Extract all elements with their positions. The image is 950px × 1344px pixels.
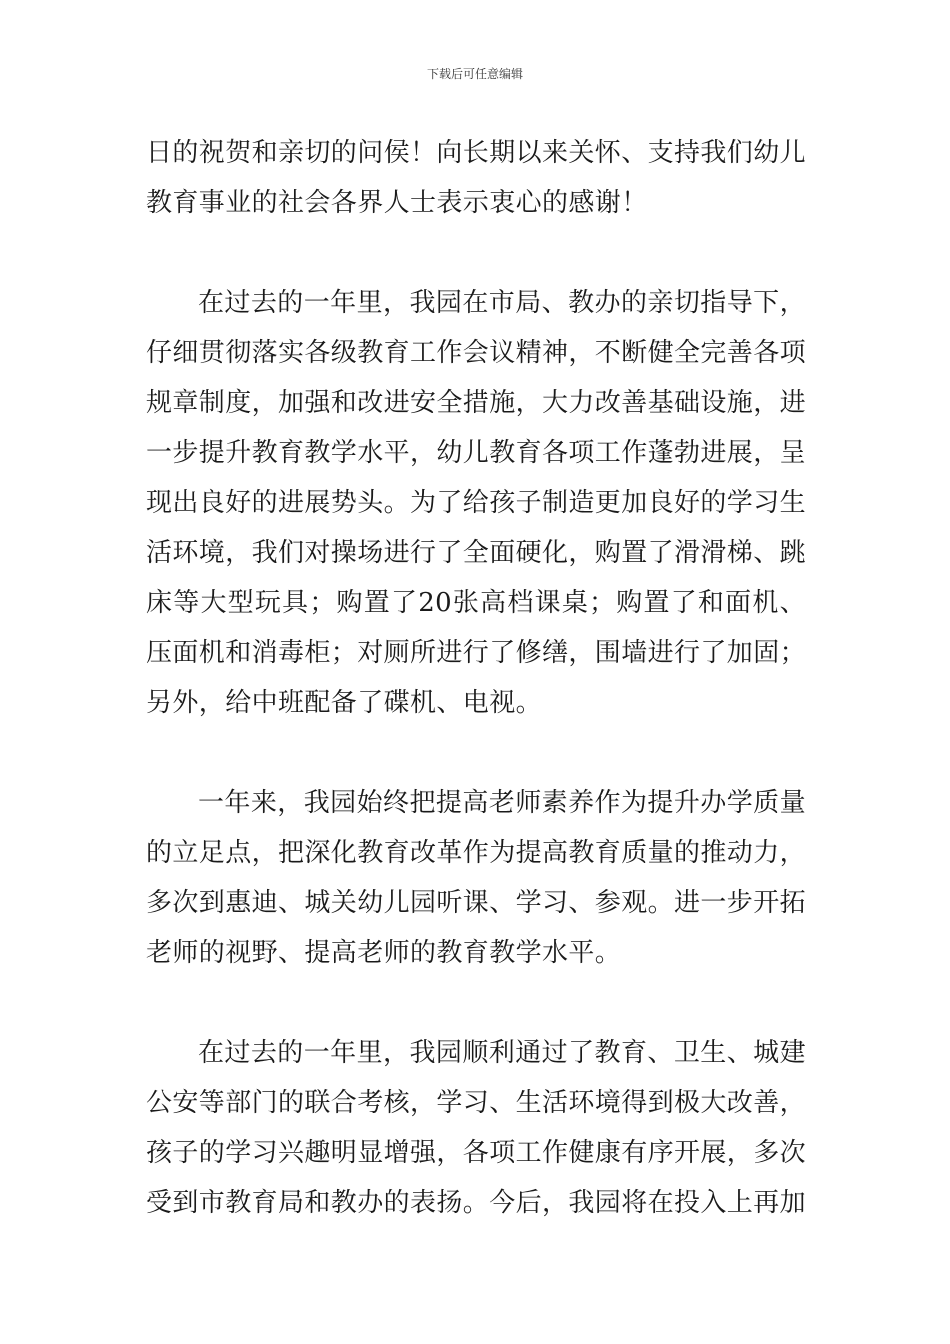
document-body [146, 128, 806, 1228]
paragraph-4: 在过去的一年里，我园顺利通过了教育、卫生、城建公安等部门的联合考核，学习、生活环境得到极大改善，孩子的学习兴趣明显增强，各项工作健康有序开展，多次受到市教育局和教办的表扬。今后，我园将在投入上再加 [146, 1038, 807, 1218]
paragraph-1: 日的祝贺和亲切的问侯！向长期以来关怀、支持我们幼儿教育事业的社会各界人士表示衷心的感谢！ [146, 138, 807, 218]
paragraph-2: 在过去的一年里，我园在市局、教办的亲切指导下，仔细贯彻落实各级教育工作会议精神，不断健全完善各项规章制度，加强和改进安全措施，大力改善基础设施，进一步提升教育教学水平，幼儿教育各项工作蓬勃进展，呈现出良好的进展势头。为了给孩子制造更加良好的学习生活环境，我们对操场进行了全面硬化，购置了滑滑梯、跳床等大型玩具；购置了20张高档课桌；购置了和面机、压面机和消毒柜；对厕所进行了修缮，围墙进行了加固；另外，给中班配备了碟机、电视。 [146, 288, 807, 718]
paragraph-gap [146, 728, 806, 778]
paragraph-gap [146, 978, 806, 1028]
paragraph-3: 一年来，我园始终把提高老师素养作为提升办学质量的立足点，把深化教育改革作为提高教育质量的推动力，多次到惠迪、城关幼儿园听课、学习、参观。进一步开拓老师的视野、提高老师的教育教学水平。 [146, 788, 807, 968]
paragraph-gap [146, 228, 806, 278]
page-header: 下载后可任意编辑 [426, 67, 523, 81]
